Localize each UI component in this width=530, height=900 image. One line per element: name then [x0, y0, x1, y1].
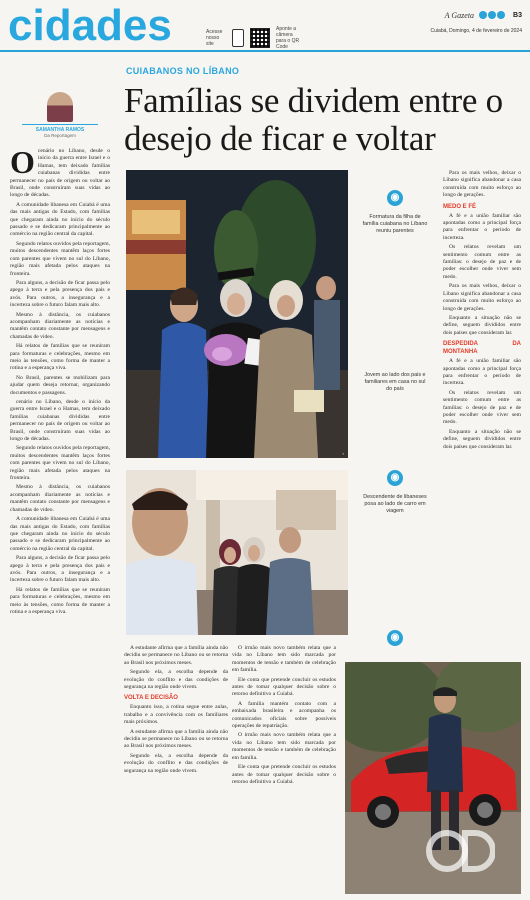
camera-icon: ◉ [387, 630, 403, 646]
paragraph: Enquanto a situação não se define, seguem divididos entre dois países que consideram lar. [443, 314, 521, 336]
brand-name: A Gazeta [444, 10, 475, 20]
page-number: B3 [513, 11, 522, 19]
paragraph: cenário no Líbano, desde o início da guerra entre Israel e o Hamas, tem deixado famílias cuiabanas divididas entre permanecer no país de origem ou voltar ao Brasil, onde construíram suas vidas ao longo de décadas. [10, 148, 110, 199]
paragraph: cenário no Líbano, desde o início da guerra entre Israel e o Hamas, tem deixado famílias cuiabanas divididas entre permanecer no país de origem ou voltar ao Brasil, onde construíram suas vidas ao longo de décadas. [10, 399, 110, 443]
site-promo [206, 26, 304, 50]
paragraph: Para alguns, a decisão de ficar passa pelo apego à terra e pela presença dos pais e avós. Para outros, a insegurança e a incerteza sobre o futuro falam mais alto. [10, 555, 110, 584]
social-icons [478, 6, 505, 24]
caption-1 [362, 190, 428, 235]
paragraph: Segundo relatos ouvidos pela reportagem, muitos descendentes mantêm laços fortes com parentes que vivem no sul do Líbano, região mais afetada pelos ataques na fronteira. [10, 240, 110, 277]
masthead [0, 0, 530, 52]
author-role: Da Reportagem [44, 133, 76, 138]
paragraph: A comunidade libanesa em Cuiabá é uma das mais antigas do Estado, com famílias que chegaram ainda no início do século passado e se dedicaram principalmente ao comércio na região central da capital. [10, 201, 110, 238]
dateline: Cuiabá, Domingo, 4 de fevereiro de 2024 [430, 28, 522, 35]
subhead-volta: VOLTA E DECISÃO [124, 695, 178, 702]
article-column-4 [443, 170, 521, 642]
paragraph: Os relatos revelam um sentimento comum entre as famílias: o desejo de paz e de poder escolher onde viver sem medo. [443, 389, 521, 426]
paragraph: O irmão mais novo também relata que a vida no Líbano tem sido marcada por momentos de tensão e também de celebração em família. [232, 732, 336, 761]
article-column-1 [10, 148, 110, 894]
gd-watermark-icon [425, 826, 495, 876]
paragraph: A comunidade libanesa em Cuiabá é uma das mais antigas do Estado, com famílias que chegaram ainda no início do século passado e se dedicaram principalmente ao comércio na região central da capital. [10, 516, 110, 552]
paragraph: Para os mais velhos, deixar o Líbano significa abandonar a casa construída com muito esforço ao longo de gerações. [443, 283, 521, 312]
author-name: SAMANTHA RAMOS [22, 124, 98, 133]
caption-text: Formatura da filha de família cuiabana no Líbano reuniu parentes [362, 214, 428, 234]
caption-text: Descendente de libaneses posa ao lado de carro em viagem [363, 494, 427, 514]
car-photo [345, 662, 521, 894]
paragraph: Ele conta que pretende concluir os estudos antes de tomar qualquer decisão sobre o retorno definitivo a Cuiabá. [232, 676, 336, 698]
paragraph: No Brasil, parentes se mobilizam para ajudar quem deseja retornar, organizando documentos e passagens. [10, 374, 110, 396]
facebook-icon [479, 11, 487, 19]
drop-cap: O [10, 148, 35, 180]
paragraph: Para alguns, a decisão de ficar passa pelo apego à terra e pela presença dos pais e avós. Para outros, a insegurança e a incerteza sobre o futuro falam mais alto. [10, 279, 110, 309]
article-headline: Famílias se dividem entre o desejo de ficar e voltar [124, 81, 503, 158]
paragraph: Mesmo à distância, os cuiabanos acompanham diariamente as notícias e mantêm contato constante por mensagens e chamadas de vídeo. [10, 484, 110, 513]
article-column-3 [232, 645, 336, 895]
phone-icon [232, 29, 244, 47]
paragraph: Mesmo à distância, os cuiabanos acompanham diariamente as notícias e mantêm contato constante por mensagens e chamadas de vídeo. [10, 311, 110, 340]
paragraph: Segundo ela, a escolha depende da evolução do conflito e das condições de segurança na região onde vivem. [124, 669, 228, 691]
caption-text: Jovem ao lado dos pais e familiares em casa no sul do país [364, 372, 426, 392]
paragraph: A estudante afirma que a família ainda não decidiu se permanece no Líbano ou se retorna ao Brasil nos próximos meses. [124, 645, 228, 666]
article-column-2 [124, 645, 228, 895]
paragraph: A família mantém contato com a embaixada brasileira e acompanha os comunicados oficiais sobre possíveis operações de repatriação. [232, 700, 336, 730]
author-byline [22, 92, 98, 138]
photo-credit: ▪ [342, 451, 344, 456]
paragraph: A estudante afirma que a família ainda não decidiu se permanece no Líbano ou se retorna ao Brasil nos próximos meses. [124, 728, 228, 750]
author-photo [47, 92, 73, 122]
subhead-despedida: DESPEDIDA DA MONTANHA [443, 341, 521, 356]
paragraph: Há relatos de famílias que se reuniram para formaturas e celebrações, mesmo em meio às tensões, como forma de manter a rotina e a esperança viva. [10, 586, 110, 615]
paragraph: Há relatos de famílias que se reuniram para formaturas e celebrações, mesmo em meio às tensões, como forma de manter a rotina e a esperança viva. [10, 343, 110, 372]
family-selfie-photo [126, 470, 348, 635]
caption-2 [362, 372, 428, 393]
paragraph: A fé e a união familiar são apontadas como a principal força para enfrentar o período de incerteza. [443, 212, 521, 241]
camera-icon: ◉ [387, 470, 403, 486]
instagram-icon [488, 11, 496, 19]
paragraph: A fé e a união familiar são apontadas como a principal força para enfrentar o período de incerteza. [443, 358, 521, 387]
paragraph: Os relatos revelam um sentimento comum entre as famílias: o desejo de paz e de poder escolher onde viver sem medo. [443, 244, 521, 280]
graduation-photo [126, 170, 348, 458]
paragraph: Enquanto isso, a rotina segue entre aulas, trabalho e a convivência com os familiares mais próximos. [124, 704, 228, 726]
caption-4-icon [362, 630, 428, 654]
paragraph: Segundo relatos ouvidos pela reportagem, muitos descendentes mantêm laços fortes com parentes que vivem no sul do Líbano, região mais afetada pelos ataques na fronteira. [10, 445, 110, 482]
paragraph: O irmão mais novo também relata que a vida no Líbano tem sido marcada por momentos de tensão e também de celebração em família. [232, 645, 336, 674]
twitter-icon [497, 11, 505, 19]
promo-text-right: Aponte a câmera para o QR Code [276, 26, 300, 50]
paragraph: Para os mais velhos, deixar o Líbano significa abandonar a casa construída com muito esforço ao longo de gerações. [443, 170, 521, 199]
paragraph: Segundo ela, a escolha depende da evolução do conflito e das condições de segurança na região onde vivem. [124, 752, 228, 774]
section-title: cidades [8, 1, 172, 50]
promo-text-left: Acesse nosso site [206, 29, 223, 47]
masthead-right [431, 6, 522, 34]
camera-icon: ◉ [387, 190, 403, 206]
article-kicker: CUIABANOS NO LÍBANO [126, 66, 240, 76]
paragraph: Ele conta que pretende concluir os estudos antes de tomar qualquer decisão sobre o retorno definitivo a Cuiabá. [232, 764, 336, 785]
caption-3 [362, 470, 428, 515]
qr-code-icon [250, 28, 270, 48]
paragraph: Enquanto a situação não se define, seguem divididos entre dois países que consideram lar. [443, 428, 521, 450]
subhead-medo-e-fe: MEDO E FÉ [443, 203, 477, 210]
